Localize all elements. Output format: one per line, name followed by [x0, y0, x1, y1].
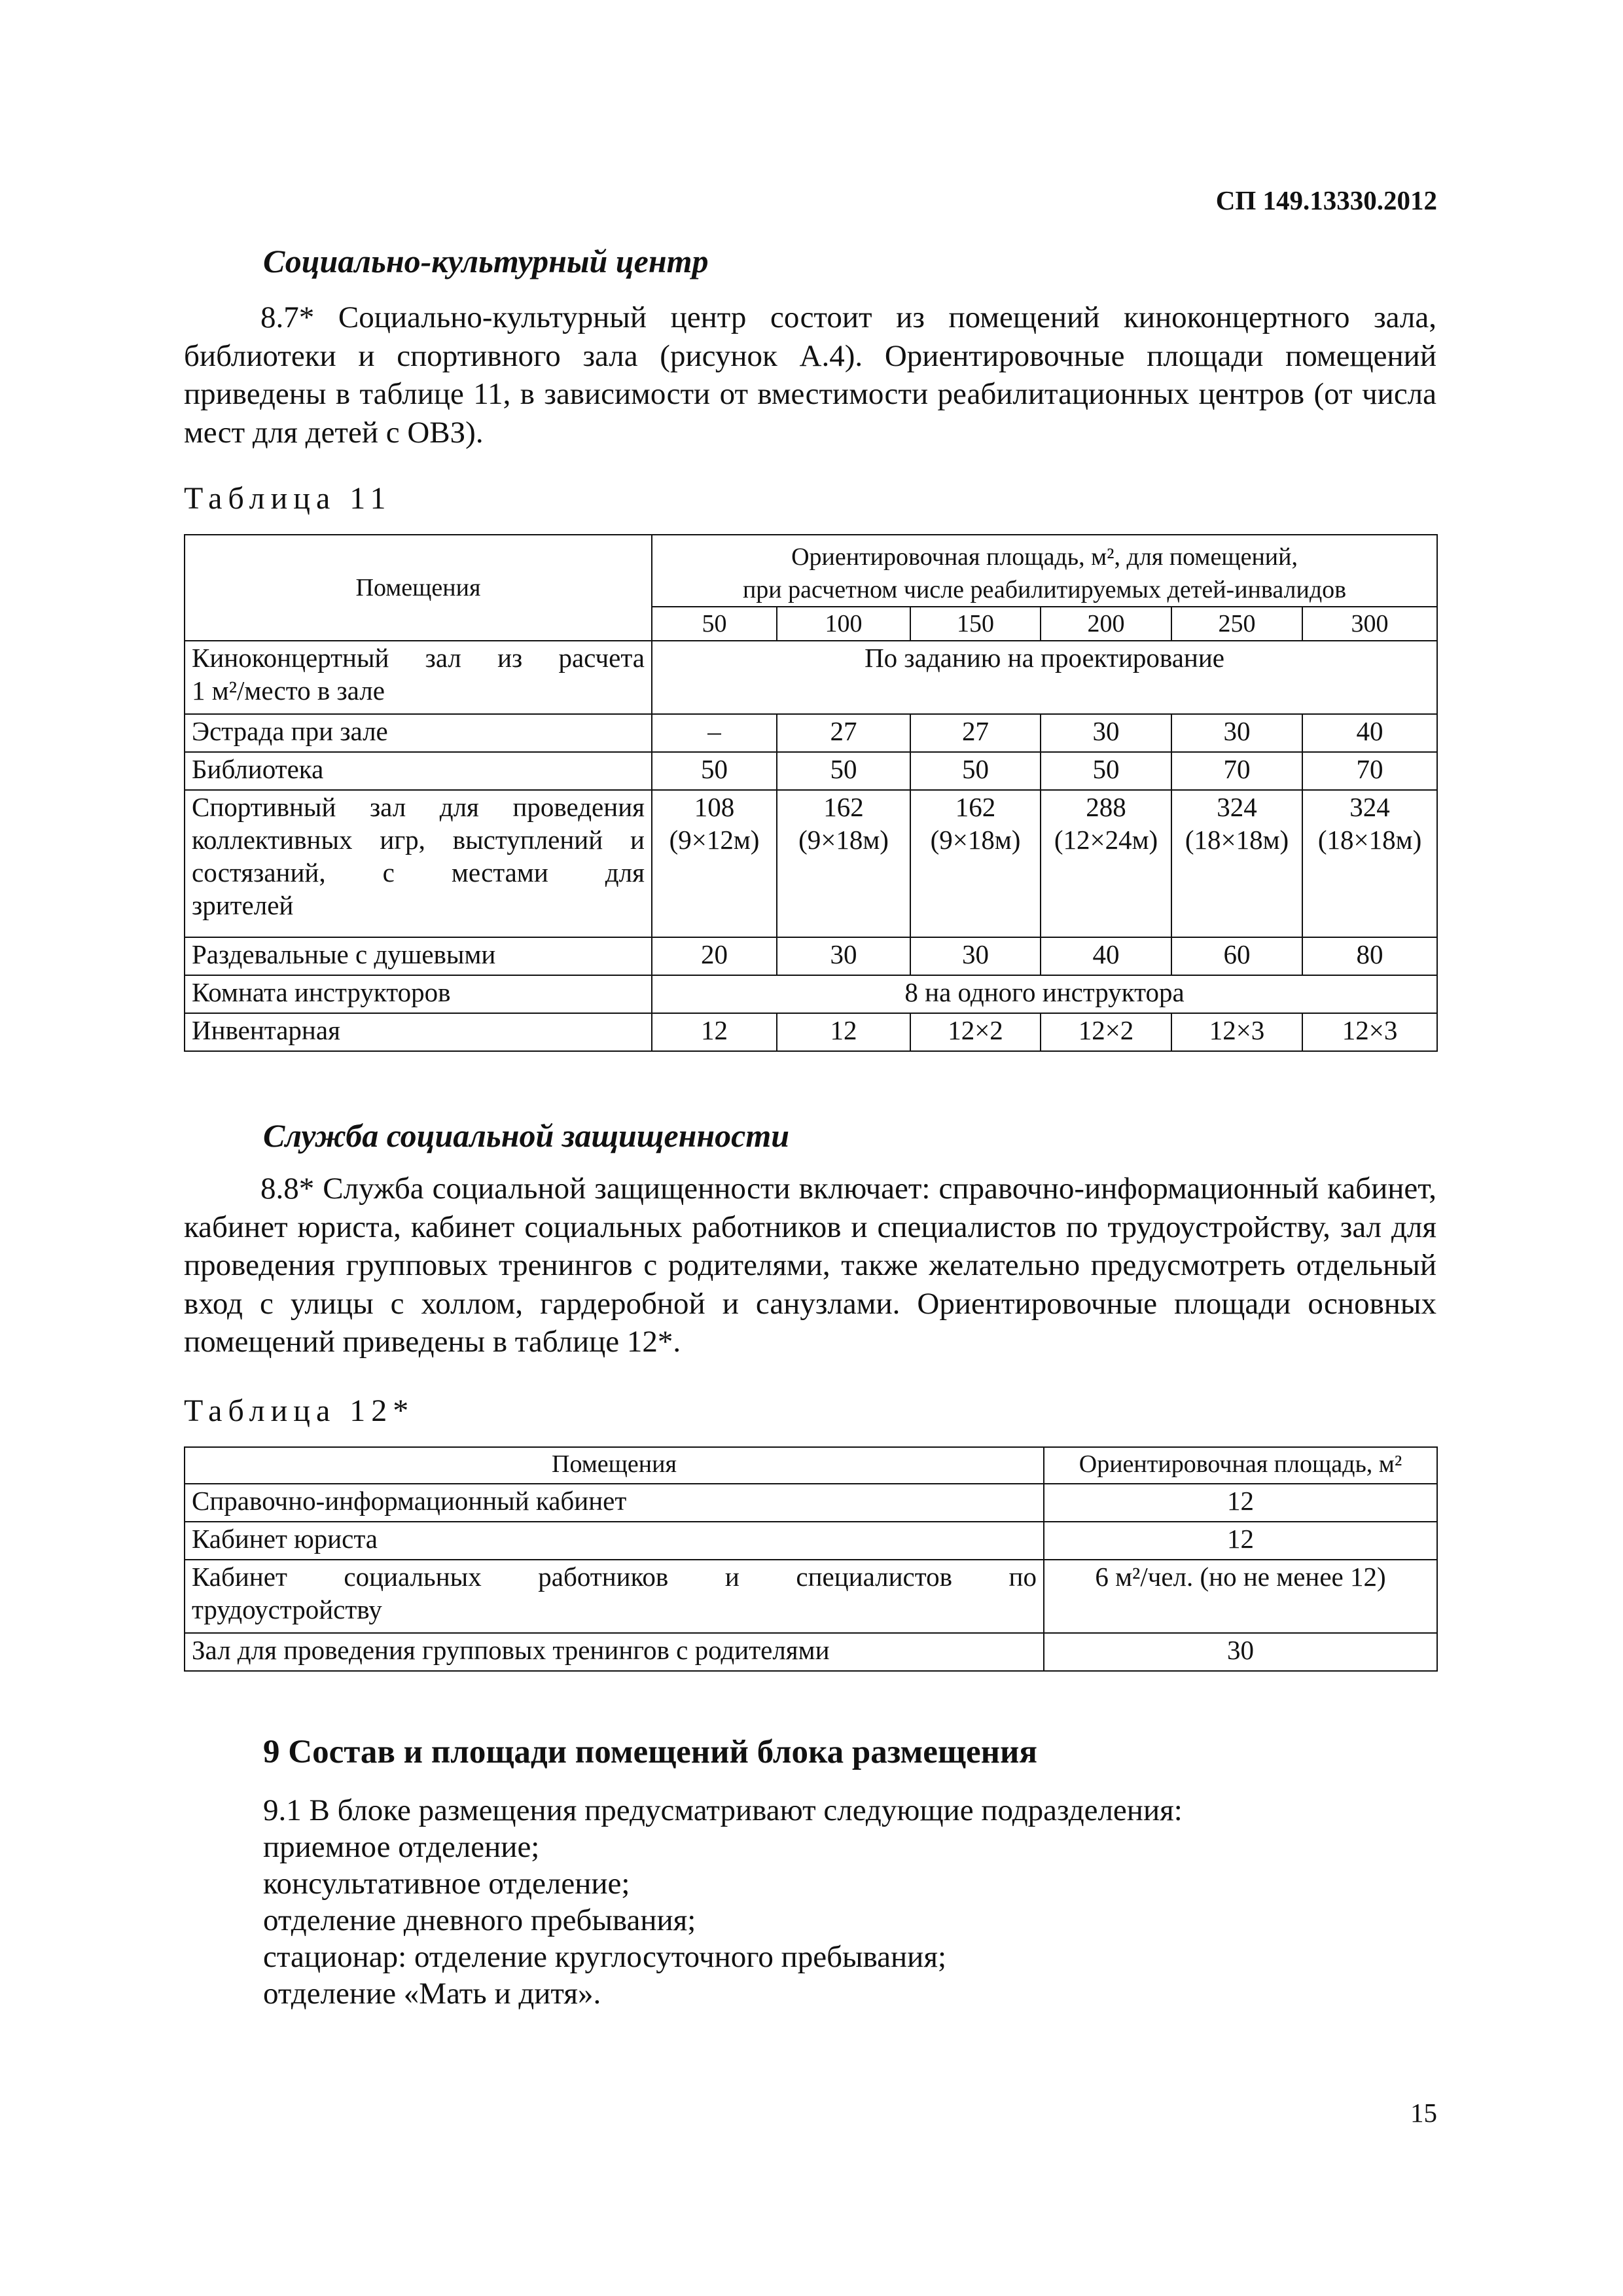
table-11-cell: 30	[1041, 714, 1171, 752]
table-11-cell: 40	[1302, 714, 1437, 752]
table-12-room-name: Зал для проведения групповых тренингов с родителями	[185, 1633, 1044, 1671]
section-8-7-paragraph: 8.7* Социально-культурный центр состоит из помещений киноконцертного зала, библиотеки и спортивного зала (рисунок А.4). Ориентировочные площади помещений приведены в таблице 11, в зависимости от вместимости реабилитационных центров (от числа мест для детей с ОВЗ).	[184, 300, 1436, 450]
table-11-capacity: 200	[1041, 607, 1171, 641]
table-12-cell: 12	[1044, 1484, 1437, 1522]
table-row	[185, 1013, 1437, 1051]
table-12-room-name: Кабинет социальных работников и специалистов по трудоустройству	[185, 1560, 1044, 1633]
section-8-8-heading: Служба социальной защищенности	[263, 1117, 790, 1154]
table-11-room-name: Спортивный зал для проведения коллективных игр, выступлений и состязаний, с местами для зрителей	[185, 790, 652, 937]
table-11-capacity: 50	[652, 607, 777, 641]
table-11-room-name: Киноконцертный зал из расчета 1 м²/место в зале	[185, 641, 652, 714]
section-8-7-heading: Социально-культурный центр	[263, 243, 709, 279]
table-11-cell: 12×2	[1041, 1013, 1171, 1051]
table-11-cell: 60	[1171, 937, 1302, 975]
table-11-cell: 12×2	[910, 1013, 1041, 1051]
table-row	[185, 1522, 1437, 1560]
table-11-cell: 12×3	[1171, 1013, 1302, 1051]
section-9-heading: 9 Состав и площади помещений блока размещения	[263, 1734, 1037, 1770]
table-11-cell: 20	[652, 937, 777, 975]
table-11-room-name: Инвентарная	[185, 1013, 652, 1051]
table-12-cell: 6 м²/чел. (но не менее 12)	[1044, 1560, 1437, 1633]
table-11-cell: 30	[777, 937, 910, 975]
page-number: 15	[1410, 2098, 1437, 2128]
table-11-cell: 12	[777, 1013, 910, 1051]
table-row	[185, 641, 1437, 714]
table-11-room-name: Раздевальные с душевыми	[185, 937, 652, 975]
table-row	[185, 1633, 1437, 1671]
table-11	[184, 534, 1438, 1052]
table-11-cell: 12×3	[1302, 1013, 1437, 1051]
table-11-cell: 108 (9×12м)	[652, 790, 777, 937]
table-11-cell: 30	[910, 937, 1041, 975]
table-11-cell: 50	[777, 752, 910, 790]
list-item: стационар: отделение круглосуточного пребывания;	[263, 1940, 947, 1974]
table-11-merged-cell: 8 на одного инструктора	[652, 975, 1437, 1013]
table-11-cell: 162 (9×18м)	[910, 790, 1041, 937]
table-row	[185, 790, 1437, 937]
table-11-cell: 40	[1041, 937, 1171, 975]
table-12-cell: 30	[1044, 1633, 1437, 1671]
table-11-cell: 70	[1171, 752, 1302, 790]
table-11-cell: 288 (12×24м)	[1041, 790, 1171, 937]
table-11-cell: 50	[910, 752, 1041, 790]
table-12-room-name: Кабинет юриста	[185, 1522, 1044, 1560]
table-11-cell: 27	[910, 714, 1041, 752]
table-11-capacity: 150	[910, 607, 1041, 641]
table-12-header-area: Ориентировочная площадь, м²	[1044, 1447, 1437, 1484]
table-11-capacity: 300	[1302, 607, 1437, 641]
table-11-cell: 162 (9×18м)	[777, 790, 910, 937]
table-11-header-rooms: Помещения	[185, 535, 652, 641]
table-11-cell: 70	[1302, 752, 1437, 790]
table-11-capacity: 100	[777, 607, 910, 641]
table-11-cell: 324 (18×18м)	[1302, 790, 1437, 937]
table-11-merged-cell: По заданию на проектирование	[652, 641, 1437, 714]
table-11-room-name: Эстрада при зале	[185, 714, 652, 752]
table-row	[185, 1560, 1437, 1633]
table-row	[185, 975, 1437, 1013]
table-11-cell: 12	[652, 1013, 777, 1051]
table-11-cell: –	[652, 714, 777, 752]
list-item: консультативное отделение;	[263, 1867, 630, 1901]
table-12-cell: 12	[1044, 1522, 1437, 1560]
table-row	[185, 1484, 1437, 1522]
table-row	[185, 714, 1437, 752]
section-9-intro: 9.1 В блоке размещения предусматривают следующие подразделения:	[263, 1793, 1183, 1827]
table-11-label: Таблица 11	[184, 481, 392, 516]
section-8-8-paragraph: 8.8* Служба социальной защищенности включает: справочно-информационный кабинет, кабинет юриста, кабинет социальных работников и специалистов по трудоустройству, зал для проведения групповых тренингов с родителями, также желательно предусмотреть отдельный вход с улицы с холлом, гардеробной и санузлами. Ориентировочные площади основных помещений приведены в таблице 12*.	[184, 1172, 1436, 1359]
table-12-header-rooms: Помещения	[185, 1447, 1044, 1484]
table-12	[184, 1446, 1438, 1672]
table-11-header-area: Ориентировочная площадь, м², для помещений, при расчетном числе реабилитируемых детей-инвалидов	[652, 535, 1437, 607]
table-11-cell: 50	[1041, 752, 1171, 790]
table-11-cell: 50	[652, 752, 777, 790]
table-11-room-name: Библиотека	[185, 752, 652, 790]
table-11-room-name: Комната инструкторов	[185, 975, 652, 1013]
document-id: СП 149.13330.2012	[1215, 185, 1437, 215]
list-item: отделение «Мать и дитя».	[263, 1977, 601, 2011]
list-item: отделение дневного пребывания;	[263, 1903, 696, 1937]
table-11-cell: 80	[1302, 937, 1437, 975]
table-12-label: Таблица 12*	[184, 1393, 415, 1428]
table-11-cell: 30	[1171, 714, 1302, 752]
table-11-capacity: 250	[1171, 607, 1302, 641]
table-row	[185, 937, 1437, 975]
list-item: приемное отделение;	[263, 1830, 540, 1864]
table-12-room-name: Справочно-информационный кабинет	[185, 1484, 1044, 1522]
table-11-cell: 324 (18×18м)	[1171, 790, 1302, 937]
table-row	[185, 752, 1437, 790]
table-11-cell: 27	[777, 714, 910, 752]
section-9-list	[263, 1792, 1183, 2012]
